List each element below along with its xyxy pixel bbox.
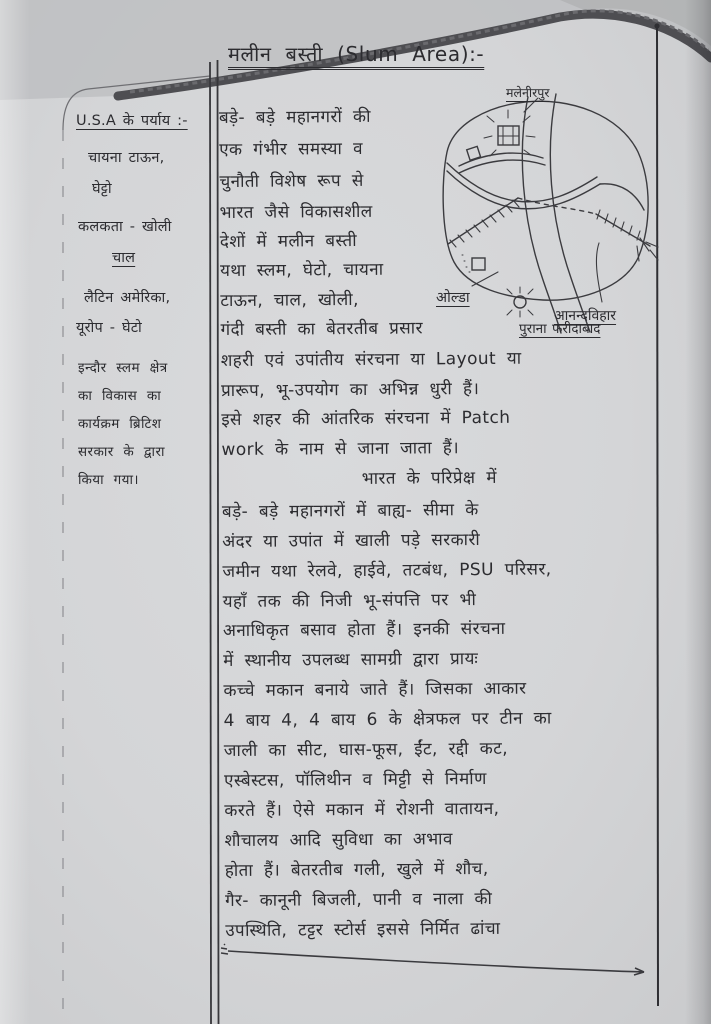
text-line: प्रारूप, भू-उपयोग का अभिन्न धुरी हैं। (220, 379, 480, 402)
text-line: देशों में मलीन बस्ती (219, 230, 358, 253)
margin-item: कलकता - खोली (78, 219, 172, 235)
text-line: कच्चे मकान बनाये जाते हैं। जिसका आकार (223, 678, 527, 702)
margin-item: चाल (112, 250, 136, 266)
text-line: में स्थानीय उपलब्ध सामग्री द्वारा प्रायः (223, 649, 479, 672)
text-line: अनाधिकृत बसाव होता हैं। इनकी संरचना (222, 618, 506, 642)
text-line: गैर- कानूनी बिजली, पानी व नाला की (224, 888, 493, 912)
text-line: बड़े- बड़े महानगरों की (218, 106, 371, 129)
text-line: गंदी बस्ती का बेतरतीब प्रसार (220, 318, 423, 341)
text-line: भारत के परिप्रेक्ष में (361, 467, 497, 489)
text-line: यहाँ तक की निजी भू-संपत्ति पर भी (222, 590, 477, 613)
margin-item: घेट्टो (92, 181, 112, 197)
text-line: टाऊन, चाल, खोली, (220, 289, 359, 312)
text-line: भारत जैसे विकासशील (219, 201, 373, 224)
text-line: जाली का सीट, घास-फूस, ईंट, रद्दी कट, (223, 738, 509, 762)
text-line: शहरी एवं उपांतीय संरचना या Layout या (220, 348, 522, 372)
margin-note-line: का विकास का (78, 388, 162, 404)
margin-item: चायना टाऊन, (88, 150, 165, 166)
text-line: बड़े- बड़े महानगरों में बाह्य- सीमा के (221, 500, 479, 523)
map-label-right: आनन्दविहार (554, 308, 617, 324)
margin-note-line: सरकार के द्वारा (78, 444, 165, 460)
text-line: work के नाम से जाना जाता हैं। (221, 438, 460, 461)
text-line: 4 बाय 4, 4 बाय 6 के क्षेत्रफल पर टीन का (223, 708, 552, 732)
map-label-old: ओल्डा (436, 290, 470, 306)
page-title: मलीन बस्ती (Slum Area):- (228, 42, 485, 66)
map-label-top: मलेनीरपुर (506, 85, 550, 100)
margin-note-line: कार्यक्रम ब्रिटिश (78, 416, 162, 432)
margin-note-line: इन्दौर स्लम क्षेत्र (78, 360, 168, 376)
photo-right-shadow (685, 0, 711, 1024)
margin-item: यूरोप - घेटो (76, 320, 143, 336)
text-line: एक गंभीर समस्या व (219, 138, 363, 161)
photo-left-highlight (0, 0, 30, 1024)
text-line: उपस्थिति, टट्टर स्टोर्स इससे निर्मित ढांचा (225, 918, 501, 942)
text-line: होता हैं। बेतरतीब गली, खुले में शौच, (224, 858, 489, 882)
text-line: इसे शहर की आंतरिक संरचना में Patch (221, 407, 511, 431)
margin-item: लैटिन अमेरिका, (84, 290, 171, 306)
text-line: अंदर या उपांत में खाली पड़े सरकारी (222, 530, 481, 553)
text-line: शौचालय आदि सुविधा का अभाव (224, 829, 453, 852)
text-line: चुनौती विशेष रूप से (219, 170, 364, 193)
margin-note-line: किया गया। (78, 472, 139, 488)
text-line: यथा स्लम, घेटो, चायना (220, 259, 384, 282)
text-line: जमीन यथा रेलवे, हाईवे, तटबंध, PSU परिसर, (222, 559, 552, 583)
text-line: एस्बेस्टस, पॉलिथीन व मिट्टी से निर्माण (224, 768, 487, 792)
margin-heading: U.S.A के पर्याय :- (76, 113, 188, 129)
text-line: करते हैं। ऐसे मकान में रोशनी वातायन, (224, 798, 500, 822)
map-label-bottom: पुराना फरीदाबाद (519, 321, 601, 337)
